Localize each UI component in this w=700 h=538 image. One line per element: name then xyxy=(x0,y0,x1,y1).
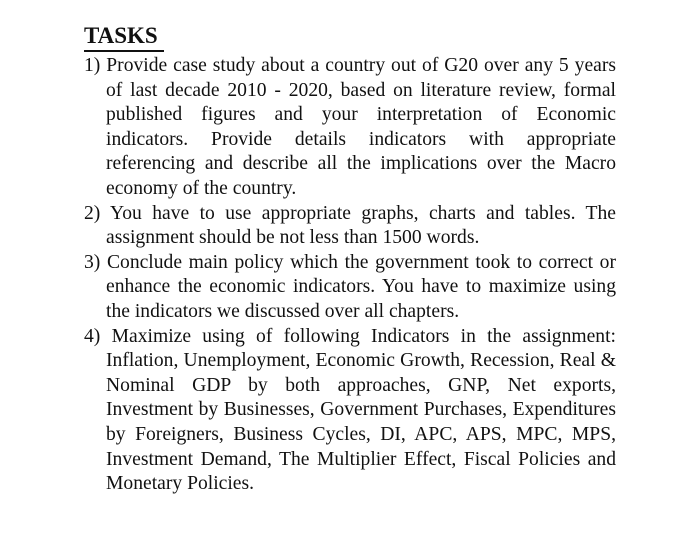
task-number: 4) xyxy=(84,325,101,347)
task-item-2 xyxy=(84,202,616,251)
task-text: Provide case study about a country out of G20 over any 5 years of last decade 2010 - 2020, based on literature review, formal published figures and your interpretation of Economic indicators. Provide details indicators with appropriate referencing and describe all the implications over the Macro economy of the country. xyxy=(106,55,616,199)
task-number: 3) xyxy=(84,251,101,273)
task-text: Conclude main policy which the government took to correct or enhance the economic indicators. You have to maximize using the indicators we discussed over all chapters. xyxy=(106,251,616,322)
task-text: Maximize using of following Indicators in the assignment: Inflation, Unemployment, Economic Growth, Recession, Real & Nominal GDP by both approaches, GNP, Net exports, Investment by Businesses, Government Purchases, Expenditures by Foreigners, Business Cycles, DI, APC, APS, MPC, MPS, Investment Demand, The Multiplier Effect, Fiscal Policies and Monetary Policies. xyxy=(106,325,616,495)
task-number: 1) xyxy=(84,55,101,76)
task-item-4 xyxy=(84,325,616,497)
document xyxy=(84,22,616,497)
task-number: 2) xyxy=(84,202,101,224)
task-item-3 xyxy=(84,251,616,325)
task-list xyxy=(84,54,616,497)
task-text: You have to use appropriate graphs, charts and tables. The assignment should be not less than 1500 words. xyxy=(106,202,616,249)
task-item-1 xyxy=(84,54,616,202)
document-title: TASKS xyxy=(84,22,164,52)
